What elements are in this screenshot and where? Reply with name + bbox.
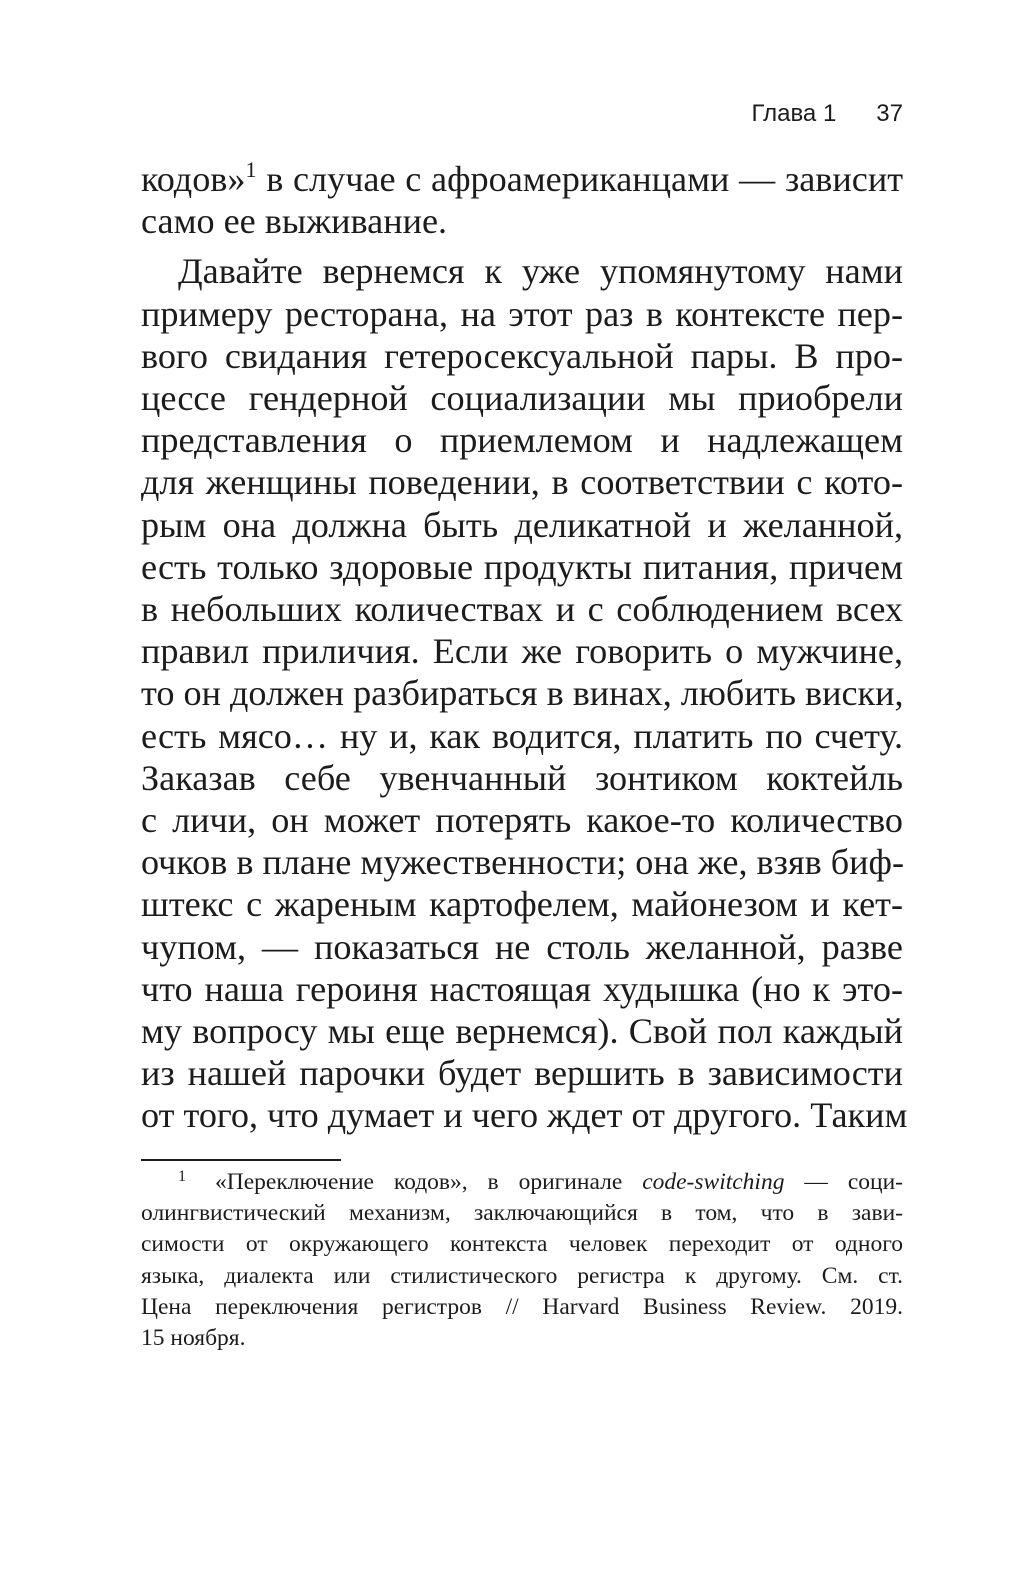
main-text <box>141 157 908 1137</box>
paragraph-1 <box>141 158 903 242</box>
footnote-ref: 1 <box>245 157 257 182</box>
footnote-line: олингвистический механизм, заключающийся в том, что в зави- <box>141 1200 903 1227</box>
text-line: Заказав себе увенчанный зонтиком коктейль <box>141 757 903 798</box>
line-prefix: кодов» <box>141 159 246 199</box>
footnote-term: code-switching <box>642 1169 785 1195</box>
footnote-line: 1 «Переключение кодов», в оригинале code-switching — соци- <box>178 1168 903 1195</box>
text-line: примеру ресторана, на этот раз в контексте пер- <box>141 293 903 334</box>
text-line: представления о приемлемом и надлежащем <box>141 420 903 461</box>
paragraph-2 <box>141 250 908 1136</box>
footnote <box>141 1167 903 1354</box>
text-line: для женщины поведении, в соответствии с кото- <box>141 462 903 503</box>
text-line: есть только здоровые продукты питания, причем <box>141 546 903 587</box>
text-line: цессе гендерной социализации мы приобрели <box>141 378 903 419</box>
text-line: с личи, он может потерять какое-то количество <box>141 800 903 841</box>
text-line: правил приличия. Если же говорить о мужчине, <box>141 631 903 672</box>
text-line: рым она должна быть деликатной и желанной, <box>141 504 903 545</box>
text-line: из нашей парочки будет вершить в зависимости <box>141 1053 903 1094</box>
text-line: есть мясо… ну и, как водится, платить по счету. <box>141 715 903 756</box>
text-line: что наша героиня настоящая худышка (но к это- <box>141 968 903 1009</box>
text-line: штекс с жареным картофелем, майонезом и кет- <box>141 884 903 925</box>
footnote-line: Цена переключения регистров // Harvard Business Review. 2019. <box>141 1293 903 1320</box>
text-line: чупом, — показаться не столь желанной, разве <box>141 926 903 967</box>
text-line: му вопросу мы еще вернемся). Свой пол каждый <box>141 1011 903 1052</box>
text-line: очков в плане мужественности; она же, взяв биф- <box>141 842 904 883</box>
text-line: кодов»$^1$ в случае с афроамериканцами — зависит <box>141 157 904 199</box>
text-line: Давайте вернемся к уже упомянутому нами <box>178 251 903 292</box>
text-line: в небольших количествах и с соблюдением всех <box>141 589 903 630</box>
chapter-title: Глава 1 <box>751 100 837 127</box>
footnote-line: языка, диалекта или стилистического регистра к другому. См. ст. <box>141 1262 903 1289</box>
footnote-divider <box>141 1159 341 1161</box>
text-line: от того, что думает и чего ждет от другого. Таким <box>141 1095 908 1136</box>
footnote-line: 15 ноября. <box>141 1325 246 1352</box>
text-line: то он должен разбираться в винах, любить виски, <box>141 673 904 714</box>
text-line: вого свидания гетеросексуальной пары. В про- <box>141 335 903 376</box>
running-header <box>751 100 903 128</box>
page-number: 37 <box>876 100 903 127</box>
footnote-line: симости от окружающего контекста человек переходит от одного <box>141 1231 903 1258</box>
text-line: само ее выживание. <box>141 201 448 242</box>
